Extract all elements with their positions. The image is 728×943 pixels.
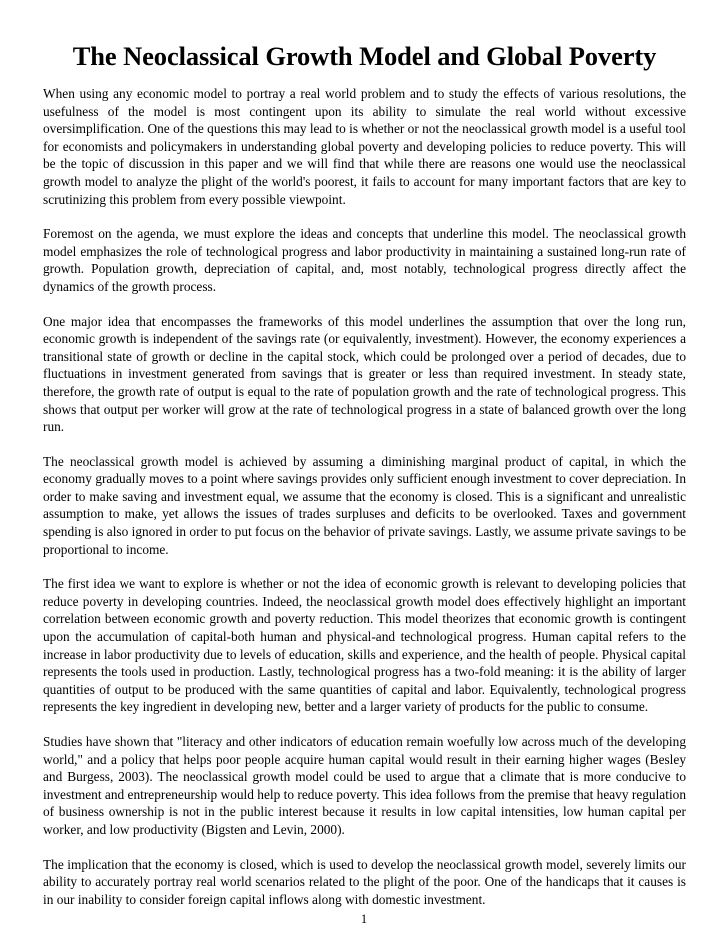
paragraph-intro: When using any economic model to portray a real world problem and to study the effects of various resolutions, the usefulness of the model is most contingent upon its ability to simulate the real world without excessive oversimplification. One of the questions this may lead to is whether or not the neoclassical growth model is a useful tool for economists and policymakers in understanding global poverty and developing policies to reduce poverty. This will be the topic of discussion in this paper and we will find that while there are reasons one would use the neoclassical growth model to analyze the plight of the world's poorest, it fails to account for many important factors that are key to scrutinizing this problem from every possible viewpoint. bbox=[43, 86, 686, 207]
paragraph-closed-economy: The implication that the economy is closed, which is used to develop the neoclassical growth model, severely limits our ability to accurately portray real world scenarios related to the plight of the poor. One of the handicaps that it causes is in our inability to consider foreign capital inflows along with domestic investment. bbox=[43, 856, 686, 907]
paragraph-assumptions: The neoclassical growth model is achieved by assuming a diminishing marginal product of capital, in which the economy gradually moves to a point where savings provides only sufficient enough investment to cover depreciation. In order to make saving and investment equal, we assume that the economy is closed. This is a significant and unrealistic assumption to make, yet allows the issues of trades surpluses and deficits to be overlooked. Taxes and government spending is also ignored in order to put focus on the behavior of private savings. Lastly, we assume private savings to be proportional to income. bbox=[43, 453, 686, 557]
paragraph-savings-rate: One major idea that encompasses the frameworks of this model underlines the assumption that over the long run, economic growth is independent of the savings rate (or equivalently, investment). However, the economy experiences a transitional state of growth or decline in the capital stock, which could be prolonged over a period of decades, due to fluctuations in investment generated from savings that is greater or less than required investment. In steady state, therefore, the growth rate of output is equal to the rate of population growth and the rate of technological progress. This shows that output per worker will grow at the rate of technological progress in a state of balanced growth over the long run. bbox=[43, 313, 686, 435]
document-title: The Neoclassical Growth Model and Global Poverty bbox=[72, 41, 657, 71]
page-number: 1 bbox=[360, 912, 368, 926]
paragraph-studies: Studies have shown that "literacy and other indicators of education remain woefully low across much of the developing world," and a policy that helps poor people acquire human capital would result in their earning higher wages (Besley and Burgess, 2003). The neoclassical growth model could be used to argue that a climate that is more conducive to investment and entrepreneurship would help to reduce poverty. This idea follows from the premise that heavy regulation of business ownership is not in the public interest because it results in low capital intensities, low human capital per worker, and low productivity (Bigsten and Levin, 2000). bbox=[43, 734, 686, 837]
paragraph-concepts: Foremost on the agenda, we must explore the ideas and concepts that underline this model. The neoclassical growth model emphasizes the role of technological progress and labor productivity in maintaining a sustained long-run rate of growth. Population growth, depreciation of capital, and, most notably, technological progress directly affect the dynamics of the growth process. bbox=[43, 226, 686, 294]
document-page bbox=[43, 40, 686, 925]
paragraph-economic-growth: The first idea we want to explore is whether or not the idea of economic growth is relevant to developing policies that reduce poverty in developing countries. Indeed, the neoclassical growth model does effectively highlight an important correlation between economic growth and poverty reduction. This model theorizes that economic growth is contingent upon the accumulation of capital-both human and physical-and technological progress. Human capital refers to the increase in labor productivity due to levels of education, skills and experience, and the health of people. Physical capital represents the tools used in production. Lastly, technological progress has a two-fold meaning: it is the ability of larger quantities of output to be produced with the same quantities of capital and labor. Equivalently, technological progress represents the key ingredient in developing new, better and a larger variety of products for the public to consume. bbox=[43, 576, 686, 715]
